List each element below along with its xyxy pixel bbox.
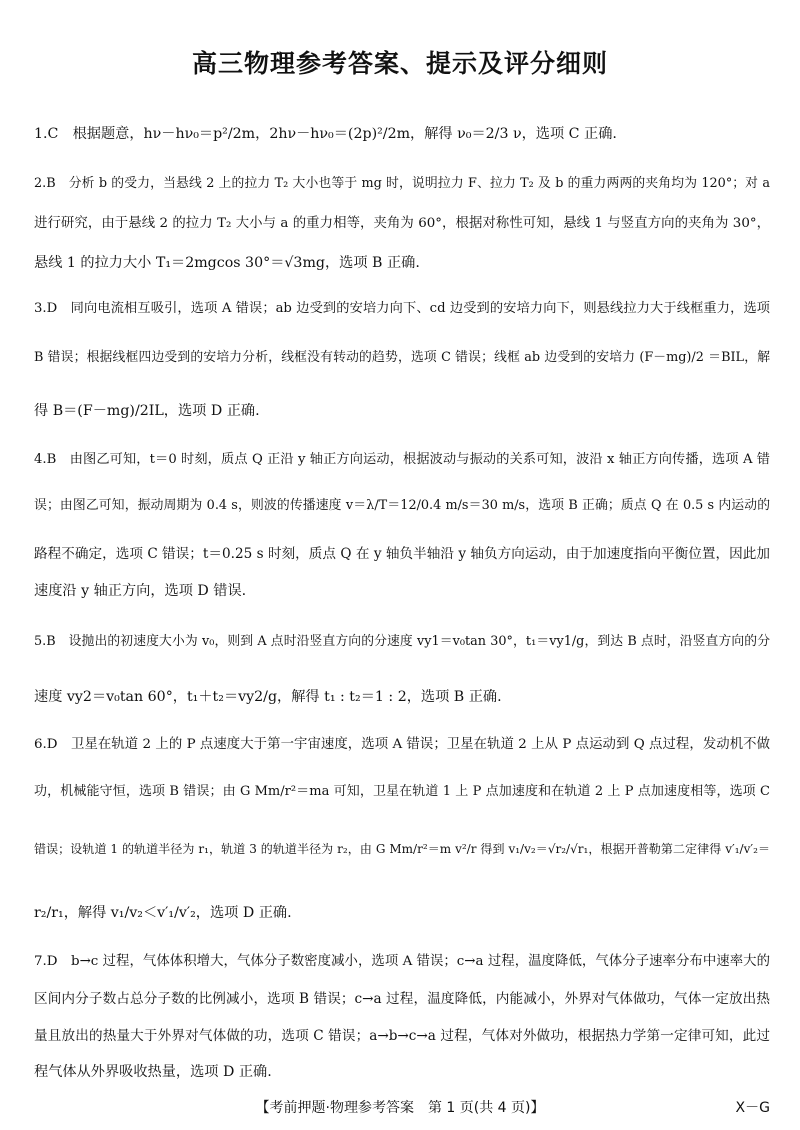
answer-2-line-3: 悬线 1 的拉力大小 T₁＝2mgcos 30°＝√3mg，选项 B 正确. bbox=[34, 255, 420, 271]
page-title: 高三物理参考答案、提示及评分细则 bbox=[191, 49, 608, 78]
answer-6-line-3: 错误；设轨道 1 的轨道半径为 r₁，轨道 3 的轨道半径为 r₂，由 G Mm/r²＝m v²/r 得到 v₁/v₂＝√r₂/√r₁，根据开普勒第二定律得 v′₁/v′₂＝ bbox=[34, 842, 770, 856]
answer-5-line-2: 速度 vy2＝v₀tan 60°，t₁＋t₂＝vy2/g，解得 t₁ : t₂＝1 : 2，选项 B 正确. bbox=[34, 689, 502, 705]
answer-4-line-3: 路程不确定，选项 C 错误；t＝0.25 s 时刻，质点 Q 在 y 轴负半轴沿 y 轴负方向运动，由于加速度指向平衡位置，因此加 bbox=[34, 546, 770, 562]
answer-5-line-1: 5.B 设抛出的初速度大小为 v₀，则到 A 点时沿竖直方向的分速度 vy1＝v₀tan 30°，t₁＝vy1/g，到达 B 点时，沿竖直方向的分 bbox=[34, 634, 770, 649]
answer-3-line-1: 3.D 同向电流相互吸引，选项 A 错误；ab 边受到的安培力向下、cd 边受到的安培力向下，则悬线拉力大于线框重力，选项 bbox=[34, 301, 770, 316]
answer-3-line-2: B 错误；根据线框四边受到的安培力分析，线框没有转动的趋势，选项 C 错误；线框 ab 边受到的安培力 (F－mg)/2 ＝BIL，解 bbox=[34, 350, 770, 365]
answer-2-line-2: 进行研究，由于悬线 2 的拉力 T₂ 大小与 a 的重力相等，夹角为 60°，根据对称性可知，悬线 1 与竖直方向的夹角为 30°， bbox=[34, 216, 770, 231]
answer-7-line-2: 区间内分子数占总分子数的比例减小，选项 B 错误；c→a 过程，温度降低，内能减小，外界对气体做功，气体一定放出热 bbox=[34, 991, 770, 1007]
answer-7-line-4: 程气体从外界吸收热量，选项 D 正确. bbox=[34, 1064, 272, 1080]
answer-7-line-3: 量且放出的热量大于外界对气体做的功，选项 C 错误；a→b→c→a 过程，气体对外做功，根据热力学第一定律可知，此过 bbox=[34, 1028, 770, 1044]
answer-6-line-4: r₂/r₁，解得 v₁/v₂＜v′₁/v′₂，选项 D 正确. bbox=[34, 905, 292, 921]
answer-1-line-1: 1.C 根据题意，hν－hν₀＝p²/2m，2hν－hν₀＝(2p)²/2m，解得 ν₀＝2/3 ν，选项 C 正确. bbox=[34, 126, 617, 142]
answer-6-line-1: 6.D 卫星在轨道 2 上的 P 点速度大于第一宇宙速度，选项 A 错误；卫星在轨道 2 上从 P 点运动到 Q 点过程，发动机不做 bbox=[34, 737, 770, 752]
answer-3-line-3: 得 B＝(F－mg)/2IL，选项 D 正确. bbox=[34, 403, 260, 419]
answer-4-line-4: 速度沿 y 轴正方向，选项 D 错误. bbox=[34, 583, 247, 599]
answer-4-line-2: 误；由图乙可知，振动周期为 0.4 s，则波的传播速度 v＝λ/T＝12/0.4 m/s＝30 m/s，选项 B 正确；质点 Q 在 0.5 s 内运动的 bbox=[34, 498, 770, 513]
footer-paper-code: X－G bbox=[735, 1100, 770, 1116]
footer-page-info: 【考前押题·物理参考答案 第 1 页(共 4 页)】 bbox=[255, 1100, 545, 1116]
answer-4-line-1: 4.B 由图乙可知，t＝0 时刻，质点 Q 正沿 y 轴正方向运动，根据波动与振动的关系可知，波沿 x 轴正方向传播，选项 A 错 bbox=[34, 452, 770, 467]
answer-6-line-2: 功，机械能守恒，选项 B 错误；由 G Mm/r²＝ma 可知，卫星在轨道 1 上 P 点加速度和在轨道 2 上 P 点加速度相等，选项 C bbox=[34, 784, 770, 799]
answer-7-line-1: 7.D b→c 过程，气体体积增大，气体分子数密度减小，选项 A 错误；c→a 过程，温度降低，气体分子速率分布中速率大的 bbox=[34, 954, 770, 969]
answer-2-line-1: 2.B 分析 b 的受力，当悬线 2 上的拉力 T₂ 大小也等于 mg 时，说明拉力 F、拉力 T₂ 及 b 的重力两两的夹角均为 120°；对 a bbox=[34, 176, 770, 191]
